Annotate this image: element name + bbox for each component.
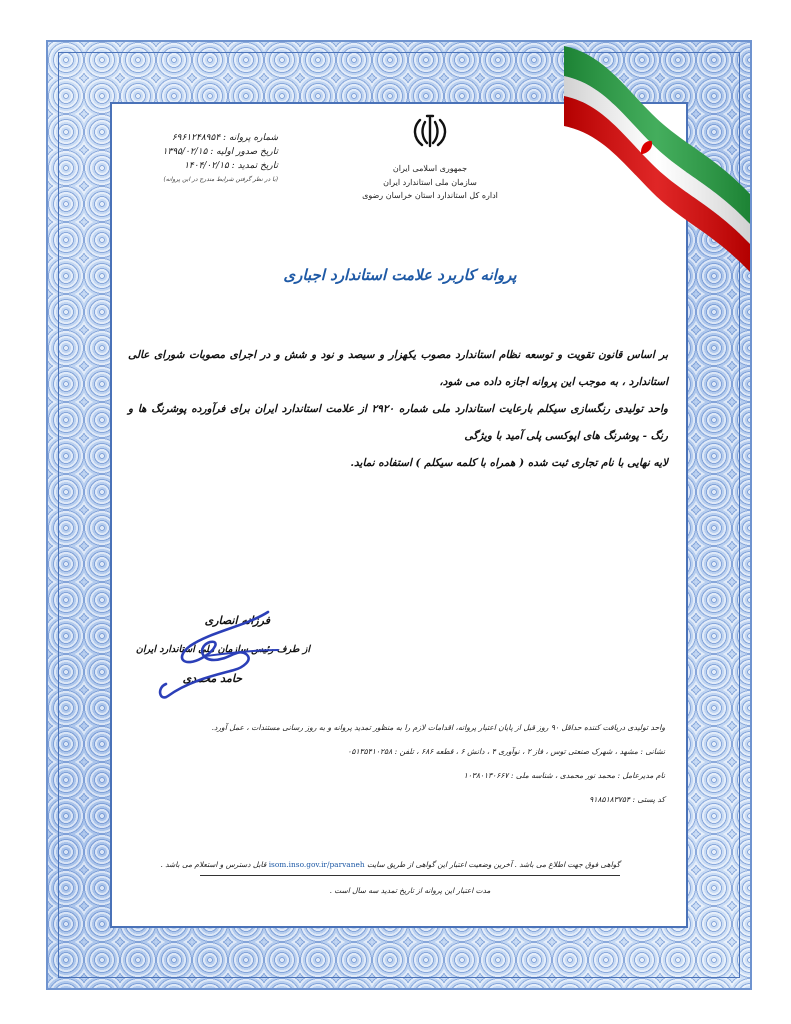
org-line-1: جمهوری اسلامی ایران (392, 164, 468, 173)
first-issue-date: تاریخ صدور اولیه : ۱۳۹۵/۰۲/۱۵ (162, 146, 278, 157)
body-paragraph (128, 342, 668, 477)
footer-text-before: گواهی فوق جهت اطلاع می باشد . آخرین وضعیت اعتبار این گواهی از طریق سایت (366, 860, 620, 869)
header-emblem-block (360, 112, 500, 203)
renewal-date: تاریخ تمدید : ۱۴۰۴/۰۲/۱۵ (184, 160, 278, 171)
org-line-3: اداره کل استاندارد استان خراسان رضوی (362, 191, 498, 201)
document-title: پروانه کاربرد علامت استاندارد اجباری (283, 266, 517, 284)
license-meta (162, 132, 278, 183)
footer (160, 860, 620, 895)
signature-block (135, 610, 310, 710)
footer-validity-note: مدت اعتبار این پروانه از تاریخ تمدید سه سال است . (329, 886, 491, 895)
meta-note: (با در نظر گرفتن شرایط مندرج در این پروانه) (163, 175, 278, 183)
handwritten-signature-icon (150, 610, 310, 710)
footer-text-after: قابل دسترس و استعلام می باشد . (160, 860, 267, 869)
detail-renewal-notice: واحد تولیدی دریافت کننده حداقل ۹۰ روز قبل از پایان اعتبار پروانه، اقدامات لازم را به منظور تمدید پروانه و به روز رسانی مستندات ، عمل آورد. (211, 723, 665, 732)
signer-name: فرزانه انصاری (204, 614, 270, 627)
second-name: حامد محمدی (182, 672, 242, 685)
org-line-2: سازمان ملی استاندارد ایران (383, 177, 477, 187)
verification-link[interactable]: isom.inso.gov.ir/parvaneh (268, 860, 365, 869)
footer-verification-note (160, 860, 620, 876)
body-line-1: بر اساس قانون تقویت و توسعه نظام استاندارد مصوب یکهزار و سیصد و نود و شش و در اجرای مصوبات شورای عالی استاندارد ، به موجب این پروانه اجازه داده می شود، (128, 349, 668, 388)
emblem-icon (410, 112, 450, 152)
detail-ceo: نام مدیرعامل : محمد نور محمدی ، شناسه ملی : ۱۰۳۸۰۱۳۰۶۶۷ (463, 771, 665, 780)
iran-flag-image (562, 44, 752, 274)
detail-address: نشانی : مشهد ، شهرک صنعتی توس ، فاز ۲ ، نوآوری ۴ ، دانش ۶ ، قطعه ۶۸۶ ، تلفن : ۰۵۱۳۵۴۱۰۲۵۸ (347, 747, 665, 756)
body-line-2: واحد تولیدی رنگسازی سیکلم بارعایت استاندارد ملی شماره ۲۹۲۰ از علامت استاندارد ایران برای فرآورده پوشرنگ ها و رنگ - پوشرنگ های اپوکسی پلی آمید با ویژگی (128, 403, 668, 442)
signer-role: از طرف رئیس سازمان ملی استاندارد ایران (135, 644, 310, 655)
unit-details (211, 716, 665, 812)
body-line-3: لایه نهایی با نام تجاری ثبت شده ( همراه با کلمه سیکلم ) استفاده نماید. (350, 457, 668, 469)
detail-postal-code: کد پستی : ۹۱۸۵۱۸۳۷۵۴ (589, 795, 665, 804)
license-number: شماره پروانه : ۶۹۶۱۲۴۸۹۵۴ (171, 133, 278, 143)
